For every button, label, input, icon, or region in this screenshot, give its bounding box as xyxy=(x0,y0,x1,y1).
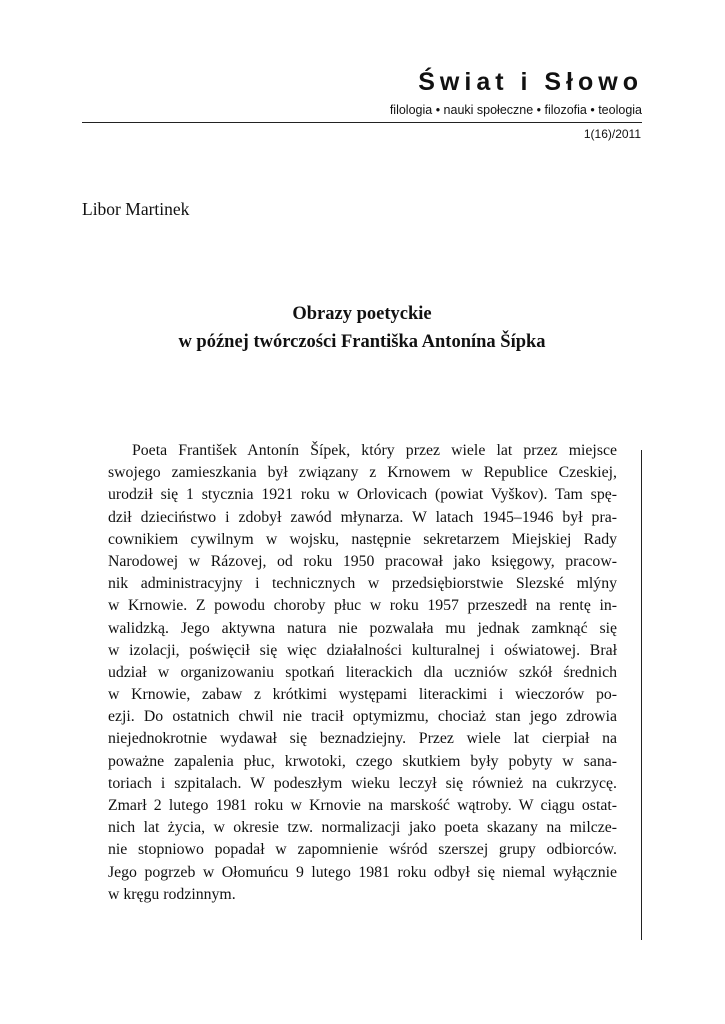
body-line: swojego zamieszkania był związany z Krnowem w Republice Czeskiej, xyxy=(108,464,617,482)
body-line: ezji. Do ostatnich chwil nie tracił optymizmu, chociaż stan jego zdrowia xyxy=(108,708,617,726)
body-line: toriach i szpitalach. W podeszłym wieku leczył się również na cukrzycę. xyxy=(108,774,617,792)
article-title-line: Obrazy poetyckie xyxy=(292,304,432,324)
body-line: Jego pogrzeb w Ołomuńcu 9 lutego 1981 roku odbył się niemal wyłącznie xyxy=(108,863,617,881)
body-line: udział w organizowaniu spotkań literackich dla uczniów szkół średnich xyxy=(108,663,617,681)
article-body xyxy=(108,440,617,906)
body-line: nik administracyjny i technicznych w przedsiębiorstwie Slezské mlýny xyxy=(108,575,617,593)
body-line: poważne zapalenia płuc, krwotoki, czego skutkiem były pobyty w sana- xyxy=(108,752,617,770)
body-line: Zmarł 2 lutego 1981 roku w Krnovie na marskość wątroby. W ciągu ostat- xyxy=(108,797,617,814)
margin-rule xyxy=(641,450,642,940)
body-line: w Krnowie, zabaw z krótkimi występami literackimi i wieczorów po- xyxy=(108,686,617,704)
body-line: cownikiem cywilnym w wojsku, następnie sekretarzem Miejskiej Rady xyxy=(108,530,617,548)
body-line: w kręgu rodzinnym. xyxy=(108,885,236,903)
article-title xyxy=(82,300,642,356)
author-name: Libor Martinek xyxy=(82,199,190,219)
article-title-line: w późnej twórczości Františka Antonína Šípka xyxy=(178,332,546,352)
body-line: Narodowej w Rázovej, od roku 1950 pracował jako księgowy, pracow- xyxy=(108,552,617,570)
body-line: Poeta František Antonín Šípek, który przez wiele lat przez miejsce xyxy=(132,442,617,459)
body-line: dził dzieciństwo i zdobył zawód młynarza. W latach 1945–1946 był pra- xyxy=(108,508,617,526)
body-line: w izolacji, poświęcił się więc działalności kulturalnej i oświatowej. Brał xyxy=(108,641,617,659)
journal-title: Świat i Słowo xyxy=(418,68,643,96)
body-line: w Krnowie. Z powodu choroby płuc w roku 1957 przeszedł na rentę in- xyxy=(108,597,617,615)
body-line: walidzką. Jego aktywna natura nie pozwalała mu jednak zamknąć się xyxy=(108,619,617,637)
issue-number: 1(16)/2011 xyxy=(583,127,641,141)
body-line: nie stopniowo popadał w zapomnienie wśród szerszej grupy odbiorców. xyxy=(108,841,617,859)
body-line: urodził się 1 stycznia 1921 roku w Orlovicach (powiat Vyškov). Tam spę- xyxy=(108,486,617,504)
body-line: niejednokrotnie wydawał się beznadziejny. Przez wiele lat cierpiał na xyxy=(108,730,617,748)
header-divider xyxy=(82,122,642,123)
body-line: nich lat życia, w okresie tzw. normalizacji jako poeta skazany na milcze- xyxy=(108,819,617,837)
journal-subtitle: filologia • nauki społeczne • filozofia • teologia xyxy=(389,103,642,117)
